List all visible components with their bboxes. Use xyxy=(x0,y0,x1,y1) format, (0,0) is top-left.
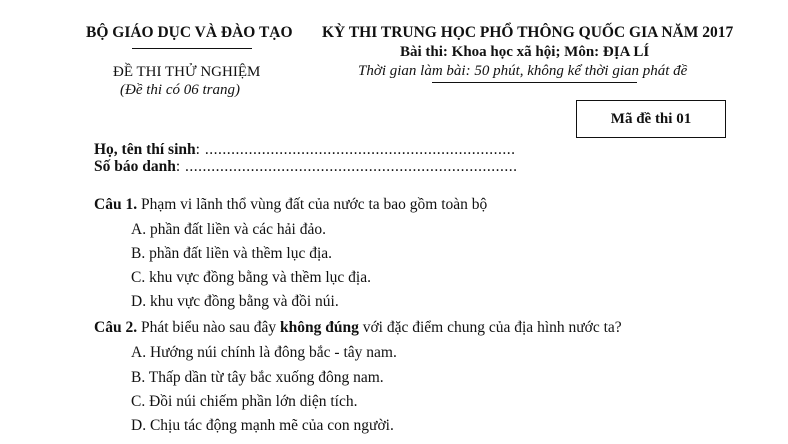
question-2-option-c[interactable]: C. Đồi núi chiếm phần lớn diện tích. xyxy=(131,393,358,410)
question-2-stem xyxy=(94,319,622,337)
exam-title: KỲ THI TRUNG HỌC PHỔ THÔNG QUỐC GIA NĂM 2017 xyxy=(322,24,734,41)
exam-kind: ĐỀ THI THỬ NGHIỆM xyxy=(113,64,261,80)
question-2-option-d[interactable]: D. Chịu tác động mạnh mẽ của con người. xyxy=(131,417,394,434)
pages-note: (Đề thi có 06 trang) xyxy=(120,82,240,98)
question-2-option-a[interactable]: A. Hướng núi chính là đông bắc - tây nam. xyxy=(131,344,397,361)
question-1-option-b[interactable]: B. phần đất liền và thềm lục địa. xyxy=(131,245,333,262)
question-1-option-d[interactable]: D. khu vực đồng bằng và đồi núi. xyxy=(131,293,339,310)
question-1-option-c[interactable]: C. khu vực đồng bằng và thềm lục địa. xyxy=(131,269,371,286)
question-2-text-post: với đặc điểm chung của địa hình nước ta? xyxy=(358,319,622,336)
exam-time: Thời gian làm bài: 50 phút, không kể thời gian phát đề xyxy=(358,63,688,79)
ministry-underline xyxy=(132,48,252,49)
question-1-option-a[interactable]: A. phần đất liền và các hải đảo. xyxy=(131,221,326,238)
question-1-stem xyxy=(94,196,487,214)
candidate-id-label: Số báo danh xyxy=(94,158,176,175)
exam-time-underline xyxy=(432,82,637,83)
candidate-name-field[interactable] xyxy=(94,141,515,159)
candidate-id-field[interactable] xyxy=(94,158,518,176)
question-2-option-b[interactable]: B. Thấp dần từ tây bắc xuống đông nam. xyxy=(131,369,384,386)
question-1-number: Câu 1. xyxy=(94,196,138,213)
question-2-emphasis: không đúng xyxy=(280,319,359,336)
exam-code-box: Mã đề thi 01 xyxy=(576,100,726,138)
candidate-name-dots[interactable]: : ....................................................................... xyxy=(195,141,516,158)
exam-subject: Bài thi: Khoa học xã hội; Môn: ĐỊA LÍ xyxy=(400,44,650,60)
question-2-number: Câu 2. xyxy=(94,319,138,336)
candidate-id-dots[interactable]: : ............................................................................ xyxy=(175,158,518,175)
candidate-name-label: Họ, tên thí sinh xyxy=(94,141,196,158)
ministry-name: BỘ GIÁO DỤC VÀ ĐÀO TẠO xyxy=(86,24,293,41)
question-1-text: Phạm vi lãnh thổ vùng đất của nước ta bao gồm toàn bộ xyxy=(137,196,488,213)
question-2-text-pre: Phát biểu nào sau đây xyxy=(137,319,280,336)
